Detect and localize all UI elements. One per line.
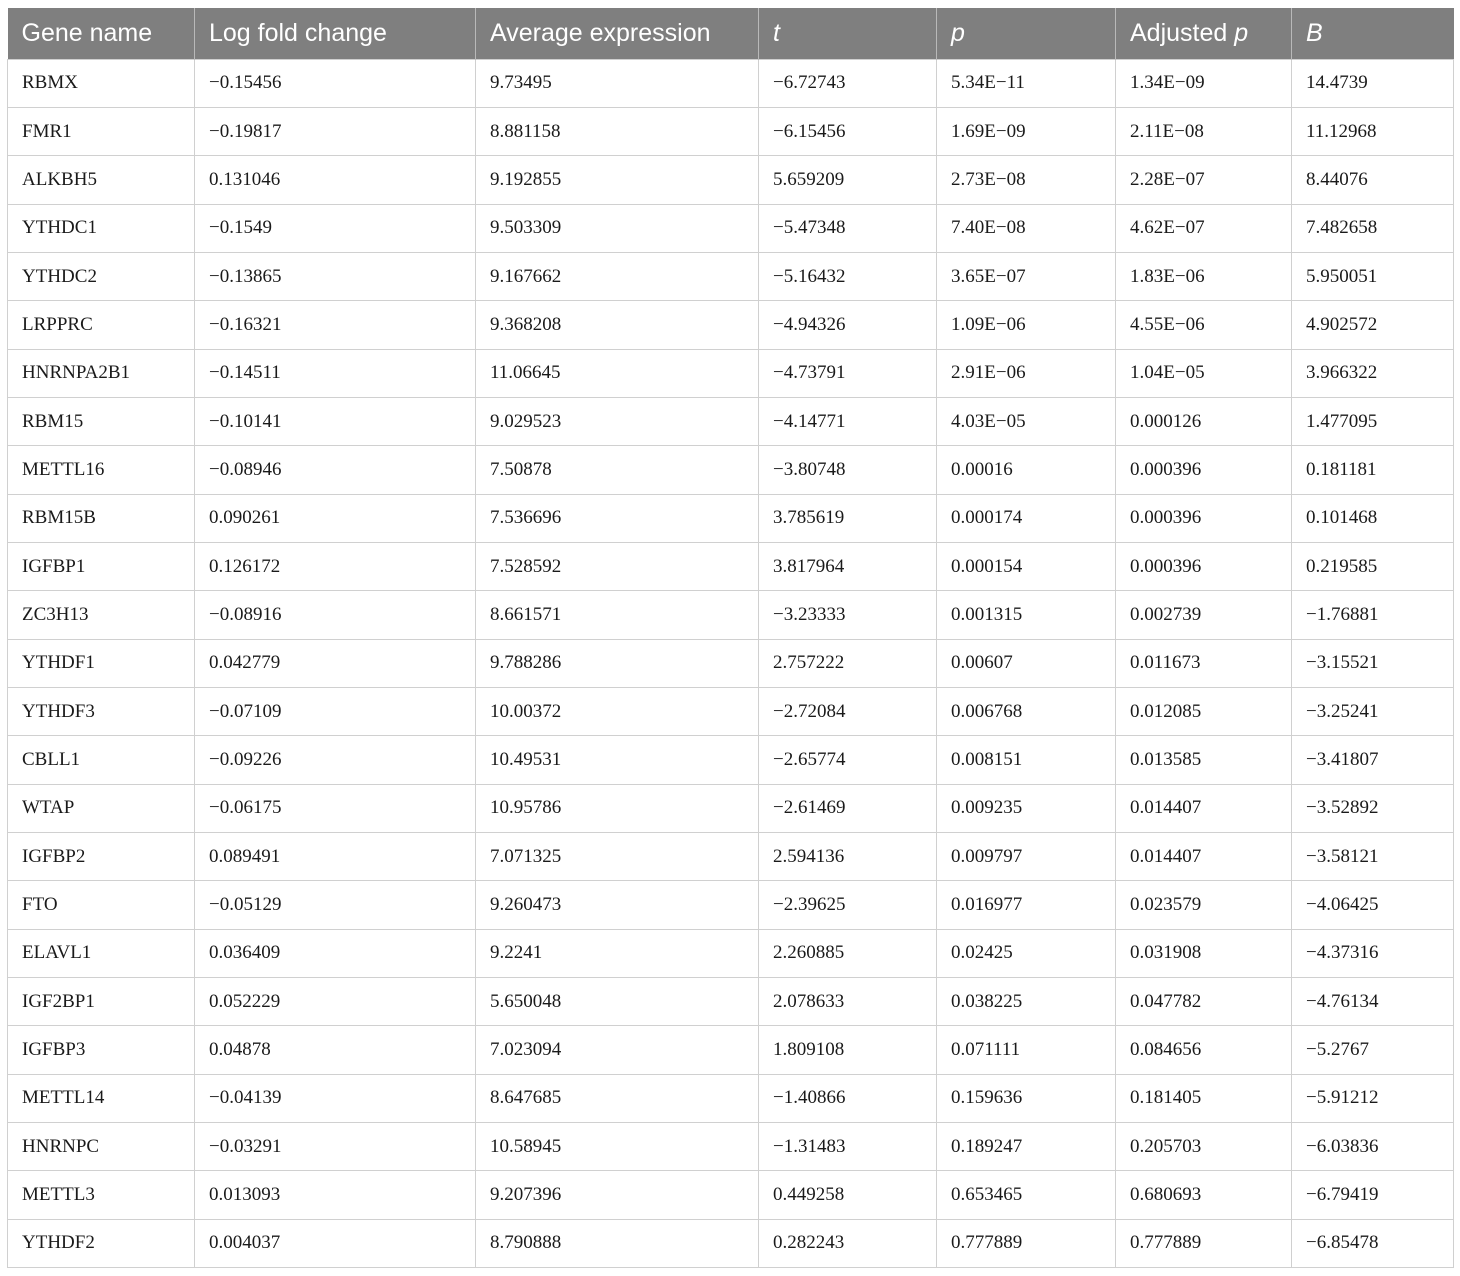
b-cell: 0.219585	[1292, 542, 1454, 590]
p-cell: 4.03E−05	[937, 397, 1116, 445]
t-cell: −5.47348	[759, 204, 937, 252]
p-cell: 0.009235	[937, 784, 1116, 832]
t-cell: 2.757222	[759, 639, 937, 687]
t-cell: 2.260885	[759, 929, 937, 977]
t-cell: −2.39625	[759, 881, 937, 929]
p-cell: 0.00016	[937, 446, 1116, 494]
b-cell: −3.58121	[1292, 833, 1454, 881]
p-cell: 0.000154	[937, 542, 1116, 590]
t-cell: −4.14771	[759, 397, 937, 445]
average-expression-cell: 9.503309	[476, 204, 759, 252]
b-cell: 0.101468	[1292, 494, 1454, 542]
p-cell: 0.189247	[937, 1123, 1116, 1171]
t-cell: 0.282243	[759, 1219, 937, 1267]
gene-name-cell: METTL16	[8, 446, 195, 494]
adjusted-p-cell: 4.55E−06	[1116, 301, 1292, 349]
log-fold-change-cell: −0.13865	[195, 252, 476, 300]
p-cell: 1.69E−09	[937, 107, 1116, 155]
adjusted-p-cell: 0.084656	[1116, 1026, 1292, 1074]
log-fold-change-cell: 0.004037	[195, 1219, 476, 1267]
adjusted-p-cell: 0.000126	[1116, 397, 1292, 445]
p-cell: 2.91E−06	[937, 349, 1116, 397]
adjusted-p-cell: 0.047782	[1116, 978, 1292, 1026]
gene-name-cell: RBM15	[8, 397, 195, 445]
gene-name-cell: HNRNPC	[8, 1123, 195, 1171]
header-text: Log fold change	[209, 18, 387, 47]
b-cell: 5.950051	[1292, 252, 1454, 300]
p-cell: 0.038225	[937, 978, 1116, 1026]
table-row	[8, 349, 1454, 397]
average-expression-cell: 7.023094	[476, 1026, 759, 1074]
table-row	[8, 639, 1454, 687]
p-cell: 0.008151	[937, 736, 1116, 784]
table-row	[8, 833, 1454, 881]
log-fold-change-cell: 0.126172	[195, 542, 476, 590]
average-expression-cell: 9.368208	[476, 301, 759, 349]
log-fold-change-cell: 0.036409	[195, 929, 476, 977]
gene-name-cell: FTO	[8, 881, 195, 929]
gene-name-cell: HNRNPA2B1	[8, 349, 195, 397]
p-cell: 1.09E−06	[937, 301, 1116, 349]
header-italic-symbol: p	[951, 18, 965, 47]
gene-name-cell: RBM15B	[8, 494, 195, 542]
average-expression-cell: 8.881158	[476, 107, 759, 155]
b-cell: −3.41807	[1292, 736, 1454, 784]
b-cell: −5.2767	[1292, 1026, 1454, 1074]
b-cell: −5.91212	[1292, 1074, 1454, 1122]
t-cell: −6.15456	[759, 107, 937, 155]
table-body	[8, 59, 1454, 1268]
log-fold-change-cell: −0.19817	[195, 107, 476, 155]
b-cell: −3.52892	[1292, 784, 1454, 832]
log-fold-change-cell: 0.04878	[195, 1026, 476, 1074]
p-cell: 0.00607	[937, 639, 1116, 687]
average-expression-cell: 9.2241	[476, 929, 759, 977]
average-expression-cell: 10.95786	[476, 784, 759, 832]
t-cell: −2.65774	[759, 736, 937, 784]
average-expression-cell: 7.50878	[476, 446, 759, 494]
p-header	[937, 8, 1116, 59]
gene-name-cell: ALKBH5	[8, 156, 195, 204]
adjusted-p-cell: 0.205703	[1116, 1123, 1292, 1171]
adjusted-p-cell: 0.000396	[1116, 542, 1292, 590]
p-cell: 5.34E−11	[937, 59, 1116, 107]
p-cell: 0.159636	[937, 1074, 1116, 1122]
t-cell: −1.40866	[759, 1074, 937, 1122]
log-fold-change-cell: −0.07109	[195, 687, 476, 735]
table-row	[8, 252, 1454, 300]
adjusted-p-cell: 1.34E−09	[1116, 59, 1292, 107]
t-cell: 1.809108	[759, 1026, 937, 1074]
header-italic-symbol: p	[1234, 18, 1249, 47]
p-cell: 0.02425	[937, 929, 1116, 977]
t-cell: −3.80748	[759, 446, 937, 494]
p-cell: 0.000174	[937, 494, 1116, 542]
adjusted-p-cell: 1.83E−06	[1116, 252, 1292, 300]
average-expression-cell: 8.647685	[476, 1074, 759, 1122]
adjusted-p-cell: 0.000396	[1116, 494, 1292, 542]
p-cell: 2.73E−08	[937, 156, 1116, 204]
gene-name-cell: FMR1	[8, 107, 195, 155]
log-fold-change-cell: −0.16321	[195, 301, 476, 349]
b-cell: 0.181181	[1292, 446, 1454, 494]
log-fold-change-cell: 0.052229	[195, 978, 476, 1026]
b-cell: −6.03836	[1292, 1123, 1454, 1171]
gene-name-cell: WTAP	[8, 784, 195, 832]
b-cell: −4.37316	[1292, 929, 1454, 977]
adjusted-p-cell: 0.181405	[1116, 1074, 1292, 1122]
header-text: Gene name	[21, 18, 153, 47]
log-fold-change-cell: −0.05129	[195, 881, 476, 929]
p-cell: 0.009797	[937, 833, 1116, 881]
average-expression-cell: 10.49531	[476, 736, 759, 784]
t-cell: −4.73791	[759, 349, 937, 397]
log-fold-change-cell: 0.042779	[195, 639, 476, 687]
average-expression-header	[476, 8, 759, 59]
log-fold-change-cell: −0.08946	[195, 446, 476, 494]
table-container	[7, 8, 1453, 1268]
gene-name-cell: ELAVL1	[8, 929, 195, 977]
gene-name-cell: IGFBP3	[8, 1026, 195, 1074]
table-row	[8, 1026, 1454, 1074]
log-fold-change-cell: −0.09226	[195, 736, 476, 784]
table-row	[8, 59, 1454, 107]
p-cell: 0.071111	[937, 1026, 1116, 1074]
table-row	[8, 978, 1454, 1026]
table-row	[8, 1171, 1454, 1219]
header-italic-symbol: t	[773, 18, 780, 47]
b-header	[1292, 8, 1454, 59]
p-cell: 0.016977	[937, 881, 1116, 929]
t-header	[759, 8, 937, 59]
table-row	[8, 397, 1454, 445]
t-cell: 0.449258	[759, 1171, 937, 1219]
b-cell: 8.44076	[1292, 156, 1454, 204]
b-cell: 11.12968	[1292, 107, 1454, 155]
table-row	[8, 494, 1454, 542]
adjusted-p-cell: 2.11E−08	[1116, 107, 1292, 155]
table-row	[8, 107, 1454, 155]
gene-name-cell: YTHDC1	[8, 204, 195, 252]
t-cell: 3.817964	[759, 542, 937, 590]
t-cell: 2.078633	[759, 978, 937, 1026]
table-row	[8, 591, 1454, 639]
b-cell: −3.25241	[1292, 687, 1454, 735]
header-text: Average expression	[490, 18, 711, 47]
gene-name-cell: IGFBP1	[8, 542, 195, 590]
log-fold-change-cell: 0.090261	[195, 494, 476, 542]
p-cell: 0.777889	[937, 1219, 1116, 1267]
b-cell: −6.79419	[1292, 1171, 1454, 1219]
adjusted-p-cell: 1.04E−05	[1116, 349, 1292, 397]
average-expression-cell: 7.528592	[476, 542, 759, 590]
b-cell: −3.15521	[1292, 639, 1454, 687]
average-expression-cell: 11.06645	[476, 349, 759, 397]
adjusted-p-cell: 0.000396	[1116, 446, 1292, 494]
header-text: Adjusted	[1130, 18, 1235, 47]
average-expression-cell: 9.788286	[476, 639, 759, 687]
t-cell: −2.61469	[759, 784, 937, 832]
adjusted-p-cell: 0.023579	[1116, 881, 1292, 929]
b-cell: −1.76881	[1292, 591, 1454, 639]
log-fold-change-cell: 0.089491	[195, 833, 476, 881]
average-expression-cell: 10.00372	[476, 687, 759, 735]
table-row	[8, 929, 1454, 977]
average-expression-cell: 8.790888	[476, 1219, 759, 1267]
header-row	[8, 8, 1454, 59]
t-cell: 5.659209	[759, 156, 937, 204]
t-cell: 2.594136	[759, 833, 937, 881]
gene-name-cell: YTHDF3	[8, 687, 195, 735]
gene-name-cell: YTHDF1	[8, 639, 195, 687]
log-fold-change-cell: −0.03291	[195, 1123, 476, 1171]
b-cell: −4.76134	[1292, 978, 1454, 1026]
average-expression-cell: 9.207396	[476, 1171, 759, 1219]
gene-name-cell: YTHDC2	[8, 252, 195, 300]
average-expression-cell: 10.58945	[476, 1123, 759, 1171]
average-expression-cell: 5.650048	[476, 978, 759, 1026]
table-row	[8, 1123, 1454, 1171]
gene-name-cell: CBLL1	[8, 736, 195, 784]
adjusted-p-cell: 2.28E−07	[1116, 156, 1292, 204]
log-fold-change-cell: −0.10141	[195, 397, 476, 445]
table-row	[8, 542, 1454, 590]
log-fold-change-cell: −0.08916	[195, 591, 476, 639]
b-cell: 4.902572	[1292, 301, 1454, 349]
log-fold-change-header	[195, 8, 476, 59]
t-cell: −1.31483	[759, 1123, 937, 1171]
table-row	[8, 446, 1454, 494]
table-row	[8, 736, 1454, 784]
average-expression-cell: 9.192855	[476, 156, 759, 204]
adjusted-p-cell: 0.680693	[1116, 1171, 1292, 1219]
gene-name-cell: IGF2BP1	[8, 978, 195, 1026]
average-expression-cell: 9.029523	[476, 397, 759, 445]
table-row	[8, 687, 1454, 735]
average-expression-cell: 9.260473	[476, 881, 759, 929]
b-cell: −4.06425	[1292, 881, 1454, 929]
table-row	[8, 1074, 1454, 1122]
log-fold-change-cell: 0.131046	[195, 156, 476, 204]
adjusted-p-cell: 0.002739	[1116, 591, 1292, 639]
adjusted-p-cell: 0.031908	[1116, 929, 1292, 977]
b-cell: 1.477095	[1292, 397, 1454, 445]
gene-expression-table	[7, 8, 1454, 1268]
t-cell: −2.72084	[759, 687, 937, 735]
average-expression-cell: 7.071325	[476, 833, 759, 881]
t-cell: −3.23333	[759, 591, 937, 639]
table-header	[8, 8, 1454, 59]
p-cell: 0.006768	[937, 687, 1116, 735]
log-fold-change-cell: −0.06175	[195, 784, 476, 832]
table-row	[8, 784, 1454, 832]
t-cell: 3.785619	[759, 494, 937, 542]
t-cell: −4.94326	[759, 301, 937, 349]
b-cell: −6.85478	[1292, 1219, 1454, 1267]
table-row	[8, 156, 1454, 204]
gene-name-cell: RBMX	[8, 59, 195, 107]
adjusted-p-cell: 0.012085	[1116, 687, 1292, 735]
table-row	[8, 1219, 1454, 1267]
gene-name-cell: YTHDF2	[8, 1219, 195, 1267]
average-expression-cell: 9.167662	[476, 252, 759, 300]
b-cell: 7.482658	[1292, 204, 1454, 252]
adjusted-p-cell: 0.013585	[1116, 736, 1292, 784]
table-row	[8, 881, 1454, 929]
gene-name-header	[8, 8, 195, 59]
adjusted-p-cell: 0.011673	[1116, 639, 1292, 687]
log-fold-change-cell: −0.1549	[195, 204, 476, 252]
adjusted-p-cell: 0.014407	[1116, 784, 1292, 832]
gene-name-cell: LRPPRC	[8, 301, 195, 349]
gene-name-cell: METTL3	[8, 1171, 195, 1219]
adjusted-p-header	[1116, 8, 1292, 59]
p-cell: 3.65E−07	[937, 252, 1116, 300]
p-cell: 7.40E−08	[937, 204, 1116, 252]
p-cell: 0.001315	[937, 591, 1116, 639]
log-fold-change-cell: −0.14511	[195, 349, 476, 397]
adjusted-p-cell: 0.777889	[1116, 1219, 1292, 1267]
average-expression-cell: 7.536696	[476, 494, 759, 542]
gene-name-cell: IGFBP2	[8, 833, 195, 881]
table-row	[8, 301, 1454, 349]
log-fold-change-cell: −0.04139	[195, 1074, 476, 1122]
log-fold-change-cell: 0.013093	[195, 1171, 476, 1219]
header-italic-symbol: B	[1306, 18, 1323, 47]
gene-name-cell: METTL14	[8, 1074, 195, 1122]
t-cell: −6.72743	[759, 59, 937, 107]
adjusted-p-cell: 0.014407	[1116, 833, 1292, 881]
b-cell: 14.4739	[1292, 59, 1454, 107]
t-cell: −5.16432	[759, 252, 937, 300]
average-expression-cell: 8.661571	[476, 591, 759, 639]
gene-name-cell: ZC3H13	[8, 591, 195, 639]
log-fold-change-cell: −0.15456	[195, 59, 476, 107]
table-row	[8, 204, 1454, 252]
p-cell: 0.653465	[937, 1171, 1116, 1219]
b-cell: 3.966322	[1292, 349, 1454, 397]
adjusted-p-cell: 4.62E−07	[1116, 204, 1292, 252]
average-expression-cell: 9.73495	[476, 59, 759, 107]
